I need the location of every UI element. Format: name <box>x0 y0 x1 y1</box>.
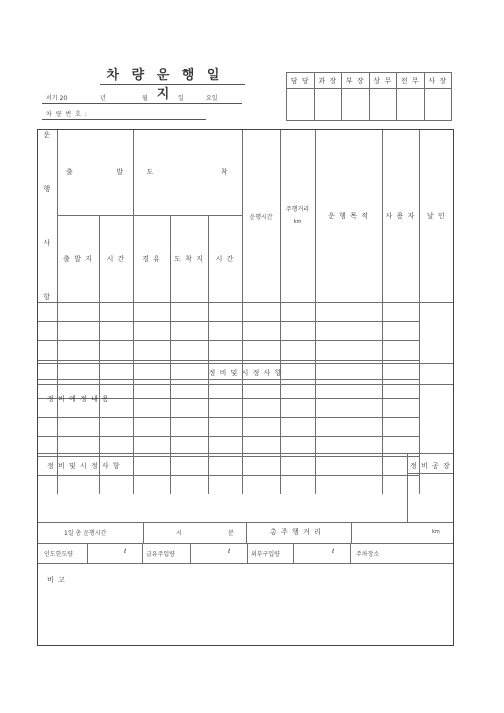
parking-label: 주차장소 <box>356 551 380 558</box>
user-header: 사 용 자 <box>382 130 419 303</box>
log-cell[interactable] <box>208 341 242 360</box>
day-label: 일 <box>178 95 184 102</box>
seal-header: 날 인 <box>419 130 453 303</box>
divider <box>143 522 144 543</box>
fuel-outside-label: 외부구입량 <box>251 551 280 558</box>
via-header: 경 유 <box>133 215 170 302</box>
parking-field[interactable] <box>390 544 453 563</box>
log-cell[interactable] <box>315 341 382 360</box>
log-row <box>38 341 453 360</box>
log-cell[interactable] <box>99 303 133 322</box>
approval-sign-cell[interactable] <box>287 89 315 121</box>
vehicle-number-label: 차 량 번 호 : <box>46 111 88 118</box>
log-cell[interactable] <box>99 322 133 341</box>
maintenance-title: 정 비 및 시 정 사 항 <box>208 369 283 377</box>
log-cell[interactable] <box>242 341 280 360</box>
km-unit: km <box>432 529 440 535</box>
planned-maintenance-area[interactable] <box>38 385 453 452</box>
log-cell[interactable] <box>315 303 382 322</box>
log-cell[interactable] <box>38 322 57 341</box>
fuel-outside-field[interactable] <box>294 544 349 563</box>
log-cell[interactable] <box>170 341 208 360</box>
approval-sign-row <box>287 89 452 121</box>
log-cell[interactable] <box>133 322 170 341</box>
repair-shop-label: 정 비 공 장 <box>410 462 451 470</box>
departure-header <box>57 130 133 215</box>
approval-role: 담 당 <box>287 73 315 89</box>
section-char: 사 <box>43 239 52 247</box>
month-label: 월 <box>142 95 148 102</box>
departure-place-header: 출 발 지 <box>57 215 99 302</box>
maintenance-actions-area[interactable] <box>38 454 407 521</box>
log-cell[interactable] <box>133 341 170 360</box>
log-cell[interactable] <box>38 341 57 360</box>
weekday-label: 요일 <box>206 95 218 102</box>
repair-shop-field[interactable] <box>408 474 453 521</box>
log-cell[interactable] <box>57 303 99 322</box>
arrival-header <box>133 130 242 215</box>
divider <box>38 363 453 364</box>
minute-label: 분 <box>228 530 234 537</box>
arrival-time-header: 시 간 <box>208 215 242 302</box>
approval-table <box>286 72 452 121</box>
approval-role: 전 무 <box>397 73 425 89</box>
operating-time-header: 운행시간 <box>242 130 280 303</box>
log-row <box>38 322 453 341</box>
liter-unit: ℓ <box>124 548 127 555</box>
fuel-supplied-label: 급유주입량 <box>146 551 175 558</box>
log-cell[interactable] <box>57 341 99 360</box>
page-title: 차 량 운 행 일 지 <box>106 68 224 102</box>
approval-sign-cell[interactable] <box>342 89 370 121</box>
year-label: 년 <box>100 95 106 102</box>
distance-label: 주행거리 <box>285 206 310 213</box>
section-label <box>38 130 57 303</box>
remarks-label: 비 고 <box>47 576 66 584</box>
daily-total-time-label: 1일 총 운행시간 <box>64 530 107 537</box>
log-cell[interactable] <box>170 303 208 322</box>
log-cell[interactable] <box>242 322 280 341</box>
vehicle-underline <box>42 119 206 120</box>
log-cell[interactable] <box>382 303 419 322</box>
liter-unit: ℓ <box>332 548 335 555</box>
log-cell[interactable] <box>280 322 315 341</box>
approval-role: 부 장 <box>342 73 370 89</box>
approval-role: 사 장 <box>424 73 452 89</box>
log-cell[interactable] <box>242 303 280 322</box>
divider <box>350 543 351 563</box>
log-row <box>38 303 453 322</box>
approval-sign-cell[interactable] <box>397 89 425 121</box>
log-cell[interactable] <box>382 341 419 360</box>
section-char: 행 <box>43 185 52 193</box>
log-cell[interactable] <box>133 303 170 322</box>
date-prefix: 서기 20 <box>46 95 68 102</box>
approval-sign-cell[interactable] <box>424 89 452 121</box>
approval-sign-cell[interactable] <box>369 89 397 121</box>
maintenance-actions-label: 정 비 및 시 정 사 항 <box>47 462 121 470</box>
log-cell[interactable] <box>280 303 315 322</box>
section-char: 운 <box>43 131 52 139</box>
total-distance-label: 총 주 행 거 리 <box>270 528 322 536</box>
hour-label: 시 <box>176 530 182 537</box>
divider <box>246 522 247 543</box>
distance-unit: km <box>293 219 302 225</box>
planned-maintenance-label: 정 비 예 정 내 용 <box>47 395 110 403</box>
arrival-char: 착 <box>220 168 229 177</box>
log-cell[interactable] <box>208 322 242 341</box>
distance-header <box>280 130 315 303</box>
liter-unit: ℓ <box>228 548 231 555</box>
section-char: 항 <box>43 293 52 301</box>
log-cell[interactable] <box>57 322 99 341</box>
log-cell[interactable] <box>382 322 419 341</box>
log-cell[interactable] <box>208 303 242 322</box>
divider <box>142 543 143 563</box>
remarks-area[interactable] <box>38 564 453 644</box>
maintenance-title-underline <box>171 379 321 380</box>
log-cell[interactable] <box>315 322 382 341</box>
main-form <box>37 129 454 646</box>
arrival-char: 도 <box>146 168 155 177</box>
title-underline <box>100 84 245 85</box>
purpose-header: 운 행 목 적 <box>315 130 382 303</box>
log-cell[interactable] <box>38 303 57 322</box>
approval-role: 과 장 <box>314 73 342 89</box>
fuel-remaining-label: 인도한도량 <box>44 551 73 558</box>
date-underline <box>42 103 242 104</box>
divider <box>247 543 248 563</box>
departure-char: 발 <box>116 168 124 177</box>
log-cell[interactable] <box>99 341 133 360</box>
approval-role: 상 무 <box>369 73 397 89</box>
log-header-row-1 <box>38 130 453 215</box>
arrival-place-header: 도 착 지 <box>170 215 208 302</box>
approval-sign-cell[interactable] <box>314 89 342 121</box>
departure-char: 출 <box>66 168 74 177</box>
log-cell[interactable] <box>170 322 208 341</box>
fuel-supplied-field[interactable] <box>191 544 246 563</box>
log-cell[interactable] <box>280 341 315 360</box>
fuel-remaining-field[interactable] <box>88 544 141 563</box>
departure-time-header: 시 간 <box>99 215 133 302</box>
approval-role-row <box>287 73 452 89</box>
